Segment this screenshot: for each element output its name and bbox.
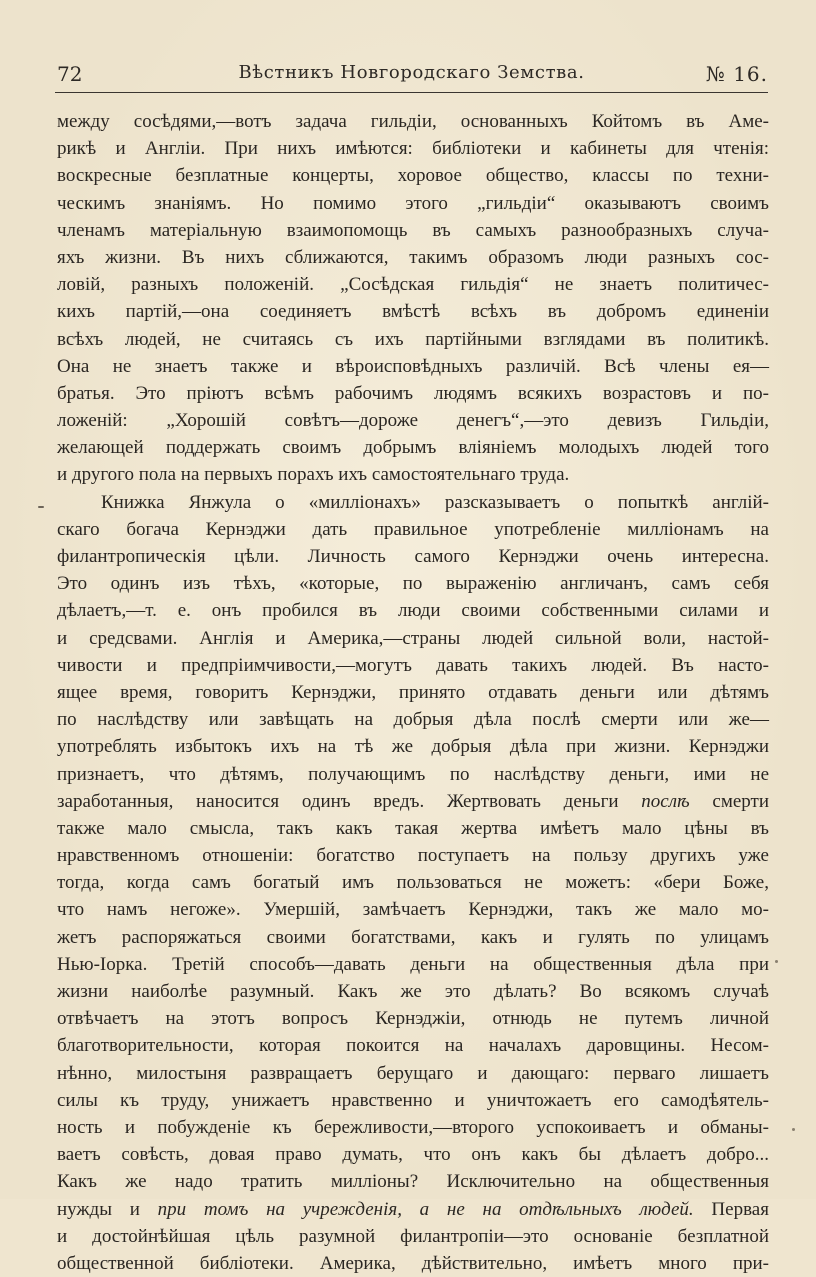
text-line: употреблять избытокъ ихъ на тѣ же добрыя дѣла при жизни. Кернэджи [57, 736, 769, 758]
text-line: силы къ труду, унижаетъ нравственно и уничтожаетъ его самодѣятель- [57, 1089, 769, 1111]
journal-title: Вѣстникъ Новгородскаго Земства. [238, 62, 585, 83]
text-line: по наслѣдству или завѣщать на добрыя дѣла послѣ смерти или же— [57, 709, 769, 731]
text-line: заработанныя, наносится одинъ вредъ. Жертвовать деньги послѣ смерти [57, 790, 769, 812]
text-line: Нью-Іорка. Третій способъ—давать деньги на общественныя дѣла при [57, 953, 769, 975]
text-line: отвѣчаетъ на этотъ вопросъ Кернэджіи, отнюдь не путемъ личной [57, 1008, 769, 1030]
issue-number: № 16. [705, 62, 768, 86]
text-line: братья. Это пріютъ всѣмъ рабочимъ людямъ всякихъ возрастовъ и по- [57, 382, 769, 404]
running-header [55, 58, 768, 88]
text-line: благотворительности, которая покоится на началахъ даровщины. Несом- [57, 1035, 769, 1057]
text-line: кихъ партій,—она соединяетъ вмѣстѣ всѣхъ въ добромъ единеніи [57, 301, 769, 323]
text-line: Какъ же надо тратить милліоны? Исключительно на общественныя [57, 1171, 769, 1193]
text-line: ловій, разныхъ положеній. „Сосѣдская гильдія“ не знаетъ политичес- [57, 274, 769, 296]
text-line: и достойнѣйшая цѣль разумной филантропіи—это основаніе безплатной [57, 1225, 769, 1247]
text-line: общественной библіотеки. Америка, дѣйствительно, имѣетъ много при- [57, 1252, 769, 1274]
text-line: нѣнно, милостыня развращаетъ берущаго и дающаго: перваго лишаетъ [57, 1062, 769, 1084]
text-line: всѣхъ людей, не считаясь съ ихъ партійными взглядами въ политикѣ. [57, 328, 769, 350]
text-line: также мало смысла, такъ какъ такая жертва имѣетъ мало цѣны въ [57, 817, 769, 839]
paper-speck [38, 506, 44, 508]
text-line: чивости и предпріимчивости,—могутъ давать такихъ людей. Въ насто- [57, 654, 769, 676]
text-line: яхъ жизни. Въ нихъ сближаются, такимъ образомъ люди разныхъ сос- [57, 246, 769, 268]
text-line: Она не знаетъ также и вѣроисповѣдныхъ различій. Всѣ члены ея— [57, 355, 769, 377]
header-rule [55, 92, 768, 93]
text-line: дѣлаетъ,—т. е. онъ пробился въ люди своими собственными силами и [57, 600, 769, 622]
text-line: филантропическія цѣли. Личность самого Кернэджи очень интересна. [57, 546, 769, 567]
text-line: и другого пола на первыхъ порахъ ихъ самостоятельнаго труда. [57, 464, 570, 486]
emphasis-text: послѣ [641, 790, 690, 812]
text-line: ваетъ совѣсть, довая право думать, что онъ какъ бы дѣлаетъ добро... [57, 1144, 769, 1166]
text-line: воскресные безплатные концерты, хоровое общество, классы по техни- [57, 165, 769, 187]
text-line: желающей поддержать своимъ добрымъ вліяніемъ молодыхъ людей того [57, 437, 769, 459]
text-line: признаетъ, что дѣтямъ, получающимъ по наслѣдству деньги, ими не [57, 763, 769, 785]
text-line: ящее время, говоритъ Кернэджи, принято отдавать деньги или дѣтямъ [57, 681, 769, 703]
text-line: нравственномъ отношеніи: богатство поступаетъ на пользу другихъ уже [57, 845, 769, 867]
text-line: членамъ матеріальную взаимопомощь въ самыхъ разнообразныхъ случа- [57, 219, 769, 241]
text-line: и средсвами. Англія и Америка,—страны людей сильной воли, настой- [57, 627, 769, 649]
paper-speck [775, 960, 778, 963]
text-line: ческимъ знаніямъ. Но помимо этого „гильдіи“ оказываютъ своимъ [57, 192, 769, 214]
text-line: тогда, когда самъ богатый имъ пользоваться не можетъ: «бери Боже, [57, 872, 769, 894]
text-line: Книжка Янжула о «милліонахъ» разсказываетъ о попыткѣ англій- [101, 491, 769, 513]
page-number: 72 [57, 62, 83, 86]
text-line: Это одинъ изъ тѣхъ, «которые, по выраженію англичанъ, самъ себя [57, 573, 769, 595]
text-line: скаго богача Кернэджи дать правильное употребленіе милліонамъ на [57, 518, 769, 540]
text-line: что намъ негоже». Умершій, замѣчаетъ Кернэджи, такъ же мало мо- [57, 899, 769, 921]
paper-speck [792, 1128, 795, 1131]
text-line: между сосѣдями,—вотъ задача гильдіи, основанныхъ Койтомъ въ Аме- [57, 111, 769, 132]
text-line: жетъ распоряжаться своими богатствами, какъ и гулять по улицамъ [57, 926, 769, 948]
emphasis-text: при томъ на учрежденія, а не на отдѣльныхъ людей. [157, 1198, 694, 1220]
text-line: ность и побужденіе къ бережливости,—второго успокоиваетъ и обманы- [57, 1116, 769, 1138]
text-line: рикѣ и Англіи. При нихъ имѣются: библіотеки и кабинеты для чтенія: [57, 138, 769, 160]
text-line: нужды и при томъ на учрежденія, а не на отдѣльныхъ людей. Первая [57, 1198, 769, 1220]
text-line: ложеній: „Хорошій совѣтъ—дороже денегъ“,—это девизъ Гильдіи, [57, 410, 769, 432]
text-line: жизни наиболѣе разумный. Какъ же это дѣлать? Во всякомъ случаѣ [57, 981, 769, 1002]
article-body [57, 108, 769, 1277]
